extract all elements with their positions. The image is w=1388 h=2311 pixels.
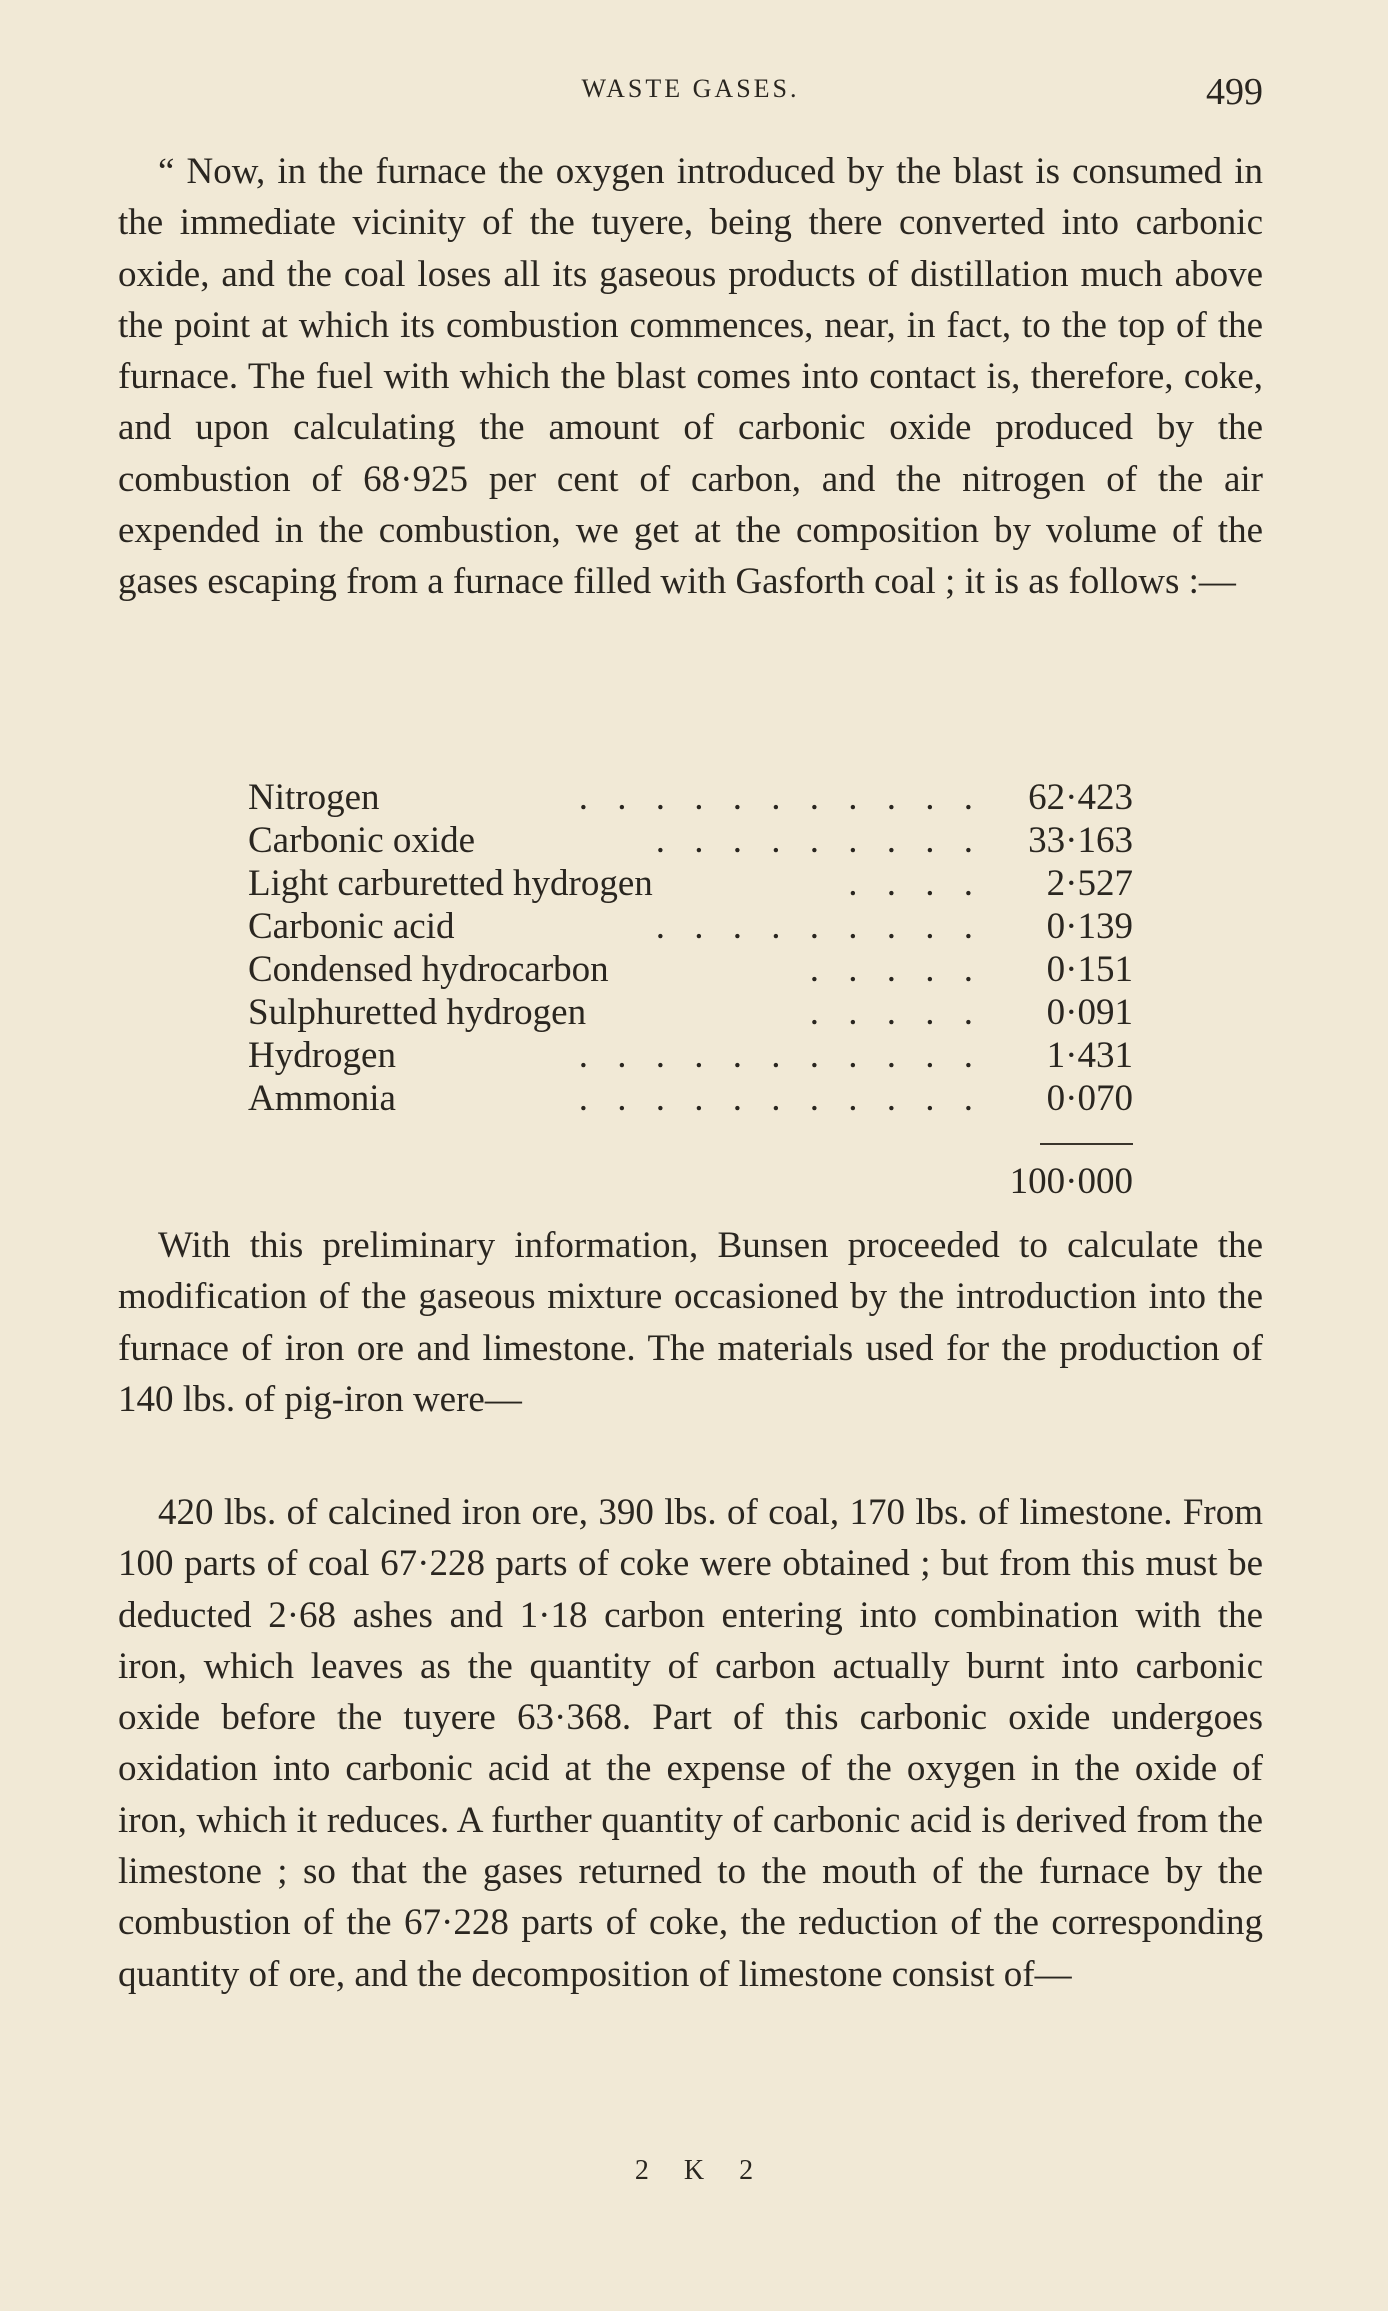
sum-rule (1040, 1143, 1133, 1145)
gas-value: 0·091 (1046, 992, 1133, 1033)
total-value: 100·000 (1009, 1161, 1133, 1202)
signature-mark: 2 K 2 (634, 2155, 768, 2186)
gas-name: Ammonia (248, 1078, 396, 1119)
table-row (248, 1077, 1133, 1120)
gas-value: 0·070 (1046, 1078, 1133, 1119)
paragraph-text: “ Now, in the furnace the oxygen introduced by the blast is consumed in the immediate vicinity of the tuyere, being there converted into carbonic oxide, and the coal loses all its gaseous products of distillation much above the point at which its combustion commences, near, in fact, to the top of the furnace. The fuel with which the blast comes into contact is, therefore, coke, and upon calculating the amount of carbonic oxide produced by the combustion of 68·925 per cent of carbon, and the nitrogen of the air expended in the combustion, we get at the composition by volume of the gases escaping from a furnace filled with Gasforth coal ; it is as follows :— (118, 151, 1263, 603)
gas-name: Hydrogen (248, 1035, 396, 1076)
leader-dots: . . . . . . . . . . . (578, 1078, 983, 1119)
gas-name: Carbonic oxide (248, 820, 476, 861)
gas-name: Light carburetted hydrogen (248, 863, 653, 904)
gas-value: 2·527 (1046, 863, 1133, 904)
gas-value: 0·139 (1046, 906, 1133, 947)
leader-dots: . . . . . . . . . (655, 906, 983, 947)
paragraph-quote (118, 146, 1263, 608)
table-row (248, 819, 1133, 862)
paragraph-materials (118, 1487, 1263, 2000)
page-header (118, 70, 1263, 120)
gas-name: Nitrogen (248, 777, 380, 818)
gas-value: 33·163 (1028, 820, 1133, 861)
gas-value: 62·423 (1028, 777, 1133, 818)
table-row (248, 1034, 1133, 1077)
gas-name: Sulphuretted hydrogen (248, 992, 587, 1033)
leader-dots: . . . . . . . . . (655, 820, 983, 861)
gas-composition-table (248, 776, 1133, 1120)
gas-name: Carbonic acid (248, 906, 455, 947)
leader-dots: . . . . . . . . . . . (578, 1035, 983, 1076)
table-row (248, 862, 1133, 905)
paragraph-text: With this preliminary information, Bunsen proceeded to calculate the modification of the gaseous mixture occasioned by the introduction into the furnace of iron ore and limestone. The materials used for the production of 140 lbs. of pig-iron were— (118, 1225, 1263, 1420)
paragraph-text: 420 lbs. of calcined iron ore, 390 lbs. of coal, 170 lbs. of limestone. From 100 parts of coal 67·228 parts of coke were obtained ; but from this must be deducted 2·68 ashes and 1·18 carbon entering into combination with the iron, which leaves as the quantity of carbon actually burnt into carbonic oxide before the tuyere 63·368. Part of this carbonic oxide undergoes oxidation into carbonic acid at the expense of the oxygen in the oxide of iron, which it reduces. A further quantity of carbonic acid is derived from the limestone ; so that the gases returned to the mouth of the furnace by the combustion of the 67·228 parts of coke, the reduction of the corresponding quantity of ore, and the decomposition of limestone consist of— (118, 1492, 1263, 1995)
gas-name: Condensed hydrocarbon (248, 949, 609, 990)
leader-dots: . . . . (848, 863, 983, 904)
running-head: WASTE GASES. (581, 74, 800, 103)
leader-dots: . . . . . (809, 949, 983, 990)
table-row (248, 905, 1133, 948)
page-number: 499 (1206, 71, 1263, 113)
gas-value: 0·151 (1046, 949, 1133, 990)
leader-dots: . . . . . (809, 992, 983, 1033)
paragraph-bunsen (118, 1220, 1263, 1425)
table-row (248, 776, 1133, 819)
leader-dots: . . . . . . . . . . . (578, 777, 983, 818)
gas-value: 1·431 (1046, 1035, 1133, 1076)
table-row (248, 991, 1133, 1034)
table-row (248, 948, 1133, 991)
